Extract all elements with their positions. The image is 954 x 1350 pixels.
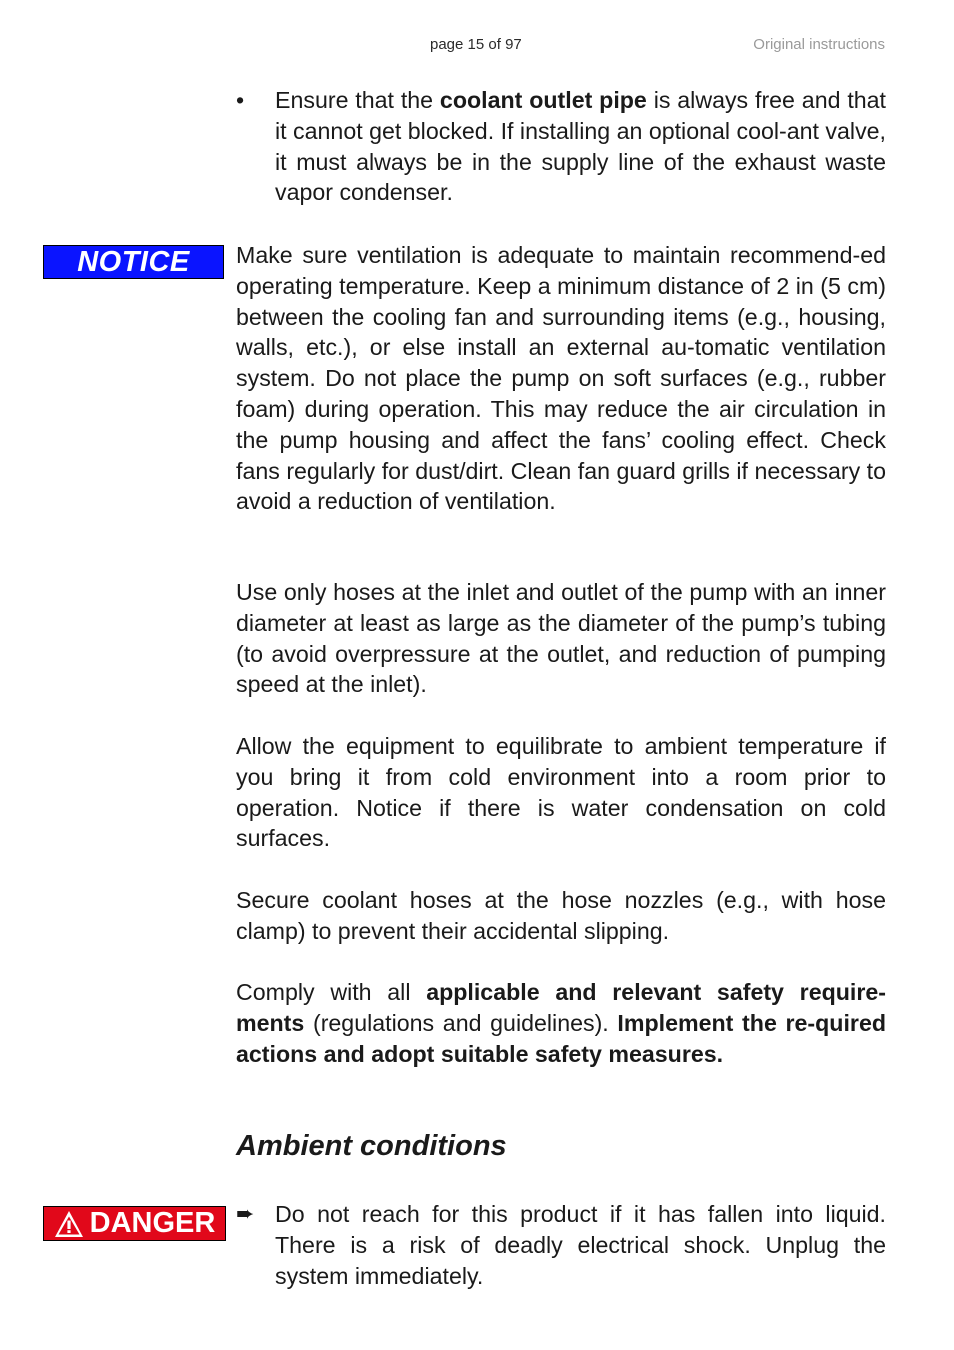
notice-badge xyxy=(43,245,224,279)
bullet-marker: • xyxy=(236,87,245,113)
text-run: Comply with all xyxy=(236,979,427,1005)
paragraph-text: Make sure ventilation is adequate to maintain recommend-ed operating temperature. Keep a minimum distance of 2 in (5 cm) between the cooling fan and surrounding items (e.g., housing, walls, etc.), or else install an external au-tomatic ventilation system. Do not place the pump on soft surfaces (e.g., rubber foam) during operation. This may reduce the air circulation in the pump housing and affect the fans’ cooling effect. Check fans regularly for dust/dirt. Clean fan guard grills if necessary to avoid a reduction of ventilation. xyxy=(236,242,886,515)
notice-paragraph-hoses xyxy=(236,577,886,700)
page-number: page 15 of 97 xyxy=(430,36,522,53)
paragraph-text: Use only hoses at the inlet and outlet of the pump with an inner diameter at least as large as the diameter of the pump’s tubing (to avoid overpressure at the outlet, and reduction of pumping speed at the inlet). xyxy=(236,579,886,698)
danger-instruction xyxy=(236,1199,886,1291)
notice-paragraph-secure-hoses xyxy=(236,885,886,947)
section-title: Ambient conditions xyxy=(236,1130,507,1162)
danger-label: DANGER xyxy=(89,1207,216,1239)
bullet-coolant-outlet xyxy=(236,85,886,208)
paragraph-text: Allow the equipment to equilibrate to ambient temperature if you bring it from cold environment into a room prior to operation. Notice if there is water condensation on cold surfaces. xyxy=(236,733,886,852)
danger-badge xyxy=(43,1206,226,1241)
comply-paragraph xyxy=(236,977,886,1069)
notice-paragraph-ventilation xyxy=(236,240,886,517)
notice-paragraph-equilibrate xyxy=(236,731,886,854)
comply-text xyxy=(236,977,886,1069)
bold-run: applicable and relevant safety require-ments xyxy=(236,979,887,1036)
document-type: Original instructions xyxy=(753,36,885,53)
text-run: Ensure that the xyxy=(275,87,440,113)
arrow-right-icon: ➨ xyxy=(236,1201,255,1226)
bold-run: Implement the re-quired actions and adopt suitable safety measures. xyxy=(236,1009,887,1067)
paragraph-text: Secure coolant hoses at the hose nozzles (e.g., with hose clamp) to prevent their accidental slipping. xyxy=(236,887,886,944)
bold-run: coolant outlet pipe xyxy=(439,87,647,113)
bullet-coolant-text xyxy=(275,85,886,208)
danger-text: Do not reach for this product if it has fallen into liquid. There is a risk of deadly electrical shock. Unplug the system immediately. xyxy=(275,1201,886,1289)
warning-triangle-icon xyxy=(54,1210,84,1238)
text-run: is always free and that it cannot get blocked. If installing an optional cool-ant valve, it must always be in the supply line of the exhaust waste vapor condenser. xyxy=(275,87,887,206)
text-run: (regulations and guidelines). xyxy=(304,1009,618,1036)
notice-label: NOTICE xyxy=(77,245,190,278)
